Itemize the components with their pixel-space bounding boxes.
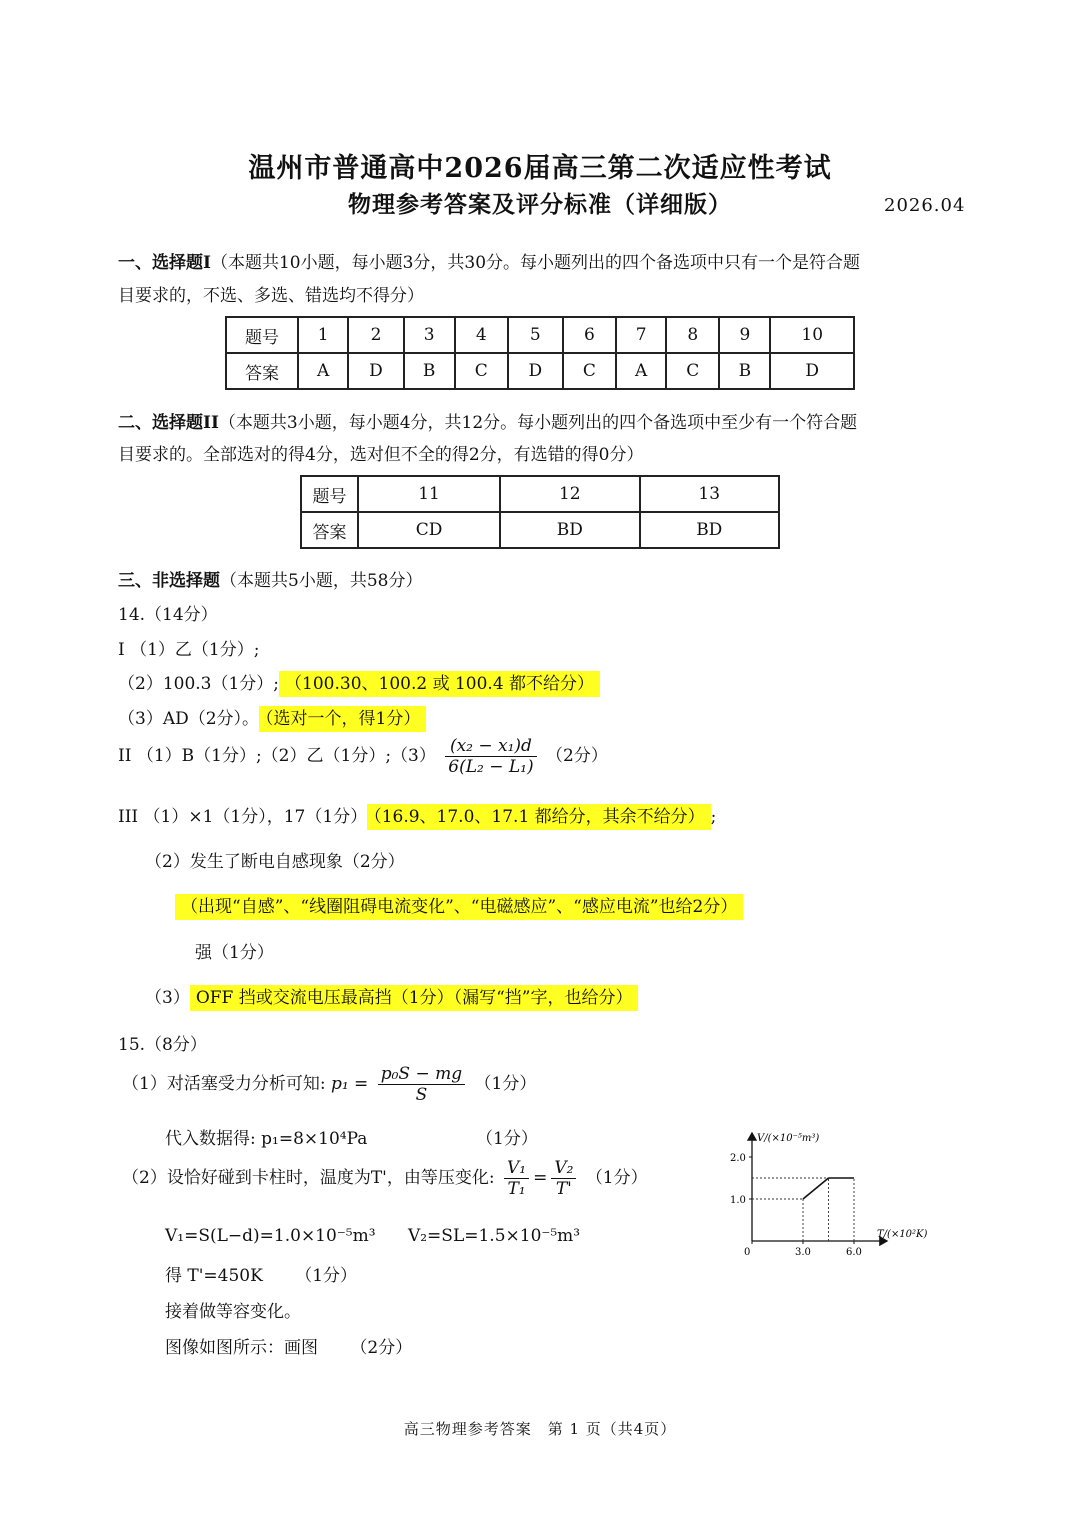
- q14-title: 14.（14分）: [118, 605, 218, 625]
- fraction-numerator: p₀S − mg: [378, 1064, 465, 1085]
- q14-I2-line: [118, 669, 600, 694]
- table-row-label: 答案: [226, 353, 298, 389]
- q14-III1-end: ;: [710, 807, 717, 827]
- fraction-denominator: S: [415, 1085, 428, 1105]
- answer-cell: C: [563, 353, 616, 389]
- question-number-cell: 11: [358, 476, 500, 512]
- q15-title: 15.（8分）: [118, 1035, 207, 1055]
- question-number-cell: 7: [616, 317, 666, 353]
- q14-III2-text: （2）发生了断电自感现象（2分）: [145, 852, 405, 872]
- table-row-label: 题号: [226, 317, 298, 353]
- answer-cell: CD: [358, 512, 500, 548]
- fraction-denominator: 6(L₂ − L₁): [448, 757, 534, 777]
- q15-p2-volumes: V₁=S(L−d)=1.0×10⁻⁵m³ V₂=SL=1.5×10⁻⁵m³: [165, 1226, 581, 1246]
- section1-answer-table: [225, 316, 855, 390]
- answer-cell: B: [719, 353, 770, 389]
- q14-I3-text: （3）AD（2分）。: [118, 709, 260, 729]
- question-number-cell: 4: [455, 317, 508, 353]
- section1-heading-line: [118, 248, 860, 273]
- q15-p2-graph: 图像如图所示：画图 （2分）: [165, 1338, 413, 1358]
- x-tick-label: 3.0: [795, 1247, 811, 1258]
- q14-III1-note: （16.9、17.0、17.1 都给分，其余不给分）: [367, 804, 710, 830]
- question-number-cell: 3: [404, 317, 455, 353]
- q14-I2-note: （100.30、100.2 或 100.4 都不给分）: [279, 671, 600, 697]
- answer-cell: BD: [500, 512, 639, 548]
- question-number-cell: 9: [719, 317, 770, 353]
- question-number-cell: 13: [640, 476, 780, 512]
- section1-heading: 一、选择题I: [118, 253, 211, 273]
- q15-p1-text: （1）对活塞受力分析可知:: [122, 1074, 326, 1094]
- q14-I2-text: （2）100.3（1分）;: [118, 674, 280, 694]
- answer-cell: A: [298, 353, 348, 389]
- answer-cell: BD: [640, 512, 780, 548]
- section3-heading-line: [118, 566, 422, 591]
- table-row: [301, 512, 779, 548]
- y-axis-label: V/(×10⁻⁵m³): [757, 1133, 820, 1144]
- table-row-label: 答案: [301, 512, 358, 548]
- fraction-numerator: V₂: [551, 1158, 576, 1179]
- section2-answer-table: [300, 475, 780, 549]
- q15-p2-fraction-2: [551, 1158, 576, 1199]
- x-tick-label: 6.0: [846, 1247, 862, 1258]
- answer-cell: A: [616, 353, 666, 389]
- q15-p1-sub-score: （1分）: [476, 1129, 538, 1149]
- table-row: [301, 476, 779, 512]
- q14-I3-note: （选对一个，得1分）: [259, 706, 426, 732]
- fraction-denominator: T': [555, 1179, 572, 1199]
- fraction-denominator: T₁: [507, 1179, 526, 1199]
- question-number-cell: 10: [770, 317, 854, 353]
- question-number-cell: 6: [563, 317, 616, 353]
- question-number-cell: 5: [508, 317, 563, 353]
- question-number-cell: 2: [348, 317, 403, 353]
- question-number-cell: 8: [666, 317, 719, 353]
- q15-p2-temp: 得 T'=450K （1分）: [165, 1266, 358, 1286]
- y-tick-label: 1.0: [730, 1195, 746, 1206]
- q15-p2-fraction-1: [504, 1158, 529, 1199]
- section2-desc: （本题共3小题，每小题4分，共12分。每小题列出的四个备选项中至少有一个符合题: [218, 413, 858, 433]
- q15-p1-score: （1分）: [474, 1074, 537, 1094]
- answer-cell: D: [348, 353, 403, 389]
- dashed-guides: [752, 1178, 854, 1241]
- answer-cell: C: [455, 353, 508, 389]
- q15-p1-line: [122, 1064, 536, 1105]
- q14-III2-b: 强（1分）: [195, 943, 274, 963]
- fraction-numerator: (x₂ − x₁)d: [445, 736, 536, 757]
- answer-cell: B: [404, 353, 455, 389]
- q15-p1-fraction: [378, 1064, 465, 1105]
- x-axis-label: T/(×10²K): [877, 1229, 928, 1240]
- section2-heading: 二、选择题II: [118, 413, 219, 433]
- q14-I1: I （1）乙（1分）;: [118, 640, 260, 660]
- q14-III2-note: （出现“自感”、“线圈阻碍电流变化”、“电磁感应”、“感应电流”也给2分）: [175, 894, 743, 920]
- page-title: 温州市普通高中2026届高三第二次适应性考试: [248, 153, 832, 184]
- q14-III3-prefix: （3）: [145, 988, 190, 1008]
- answer-cell: D: [508, 353, 563, 389]
- x-tick-label: 0: [744, 1247, 751, 1258]
- page-footer: 高三物理参考答案 第 1 页（共4页）: [403, 1420, 677, 1438]
- q14-II-line: [118, 736, 608, 777]
- q15-p1-sub: 代入数据得: p₁=8×10⁴Pa: [165, 1129, 368, 1149]
- section1-desc-2: 目要求的，不选、多选、错选均不得分）: [118, 286, 424, 306]
- question-number-cell: 1: [298, 317, 348, 353]
- section2-heading-line: [118, 408, 857, 433]
- table-row: [226, 353, 854, 389]
- q14-III1-text: III （1）×1（1分），17（1分）: [118, 807, 368, 827]
- answer-cell: D: [770, 353, 854, 389]
- q14-III3-note: OFF 挡或交流电压最高挡（1分）（漏写“挡”字，也给分）: [190, 985, 639, 1011]
- section3-desc: （本题共5小题，共58分）: [220, 571, 423, 591]
- q15-p2-next: 接着做等容变化。: [165, 1302, 301, 1322]
- q14-II-fraction: [445, 736, 536, 777]
- q14-II-text: II （1）B（1分）;（2）乙（1分）;（3）: [118, 746, 436, 766]
- q15-p2-text: （2）设恰好碰到卡柱时，温度为T'，由等压变化:: [122, 1168, 495, 1188]
- fraction-numerator: V₁: [504, 1158, 529, 1179]
- page-subtitle: 物理参考答案及评分标准（详细版）: [348, 191, 732, 218]
- q14-III2-note-line: [175, 892, 743, 917]
- q14-III1-line: [118, 802, 716, 827]
- y-tick-label: 2.0: [730, 1153, 746, 1164]
- table-row-label: 题号: [301, 476, 358, 512]
- q15-p1-lhs: p₁ =: [330, 1074, 369, 1094]
- q14-I3-line: [118, 704, 426, 729]
- answer-cell: C: [666, 353, 719, 389]
- q15-p2-line: （2）设恰好碰到卡柱时，温度为T'，由等压变化: $\frac{\text{V₁}}{\text{T₁}}$ = $\frac{\text{V₂}}{T'}$ （1分）: [122, 1158, 648, 1199]
- series-segment: [803, 1178, 829, 1199]
- section2-desc-2: 目要求的。全部选对的得4分，选对但不全的得2分，有选错的得0分）: [118, 445, 644, 465]
- q14-III3-line: [145, 983, 638, 1008]
- axis-ticks: [730, 1153, 862, 1258]
- question-number-cell: 12: [500, 476, 639, 512]
- vt-graph: [725, 1125, 940, 1265]
- section3-heading: 三、非选择题: [118, 571, 220, 591]
- q14-II-score: （2分）: [546, 746, 608, 766]
- table-row: [226, 317, 854, 353]
- section1-desc: （本题共10小题，每小题3分，共30分。每小题列出的四个备选项中只有一个是符合题: [210, 253, 861, 273]
- exam-date: 2026.04: [884, 195, 966, 216]
- q15-p2-score: （1分）: [585, 1168, 648, 1188]
